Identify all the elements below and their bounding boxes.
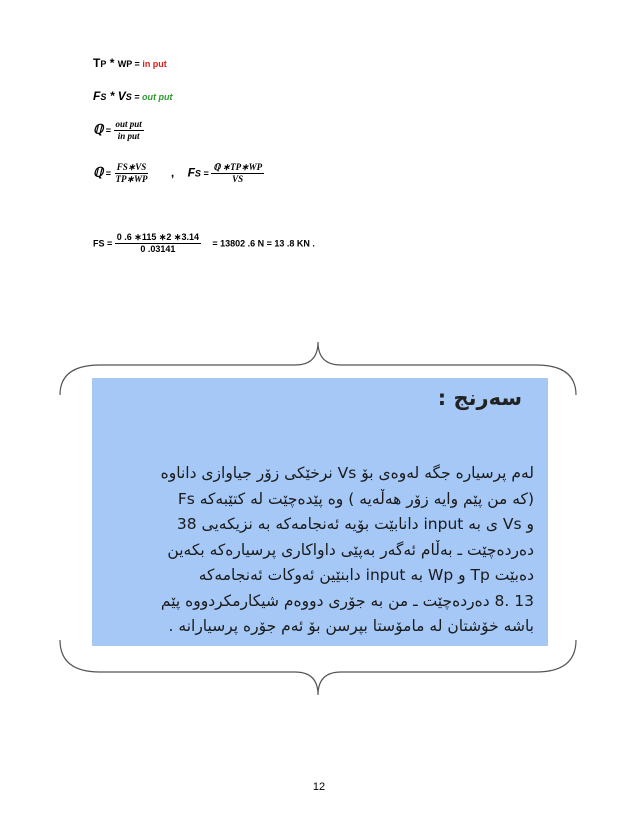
output-label: out put: [142, 92, 173, 102]
equation-efficiency-forces: ℚ = $\frac{FS∗VS}{TP∗WP}$ , FS = $\frac{\text{ℚ ∗TP∗WP}}{VS}$: [93, 162, 263, 184]
equation-fs-vs: FS * VS = out put: [93, 89, 173, 103]
note-line: دەردەچێت ـ بەڵام ئەگەر بەپێی داواکاری پرسیارەکە بکەین: [167, 540, 534, 559]
note-line: لەم پرسیارە جگە لەوەی بۆ Vs نرخێکی زۆر جیاوازی داناوە: [160, 464, 534, 482]
note-panel: [92, 378, 548, 646]
efficiency-force-fraction: $\frac{FS∗VS}{TP∗WP}$: [115, 162, 148, 184]
note-line: دەبێت Tp و Wp بە input دابنێین ئەوکات ئەنجامەکە: [198, 566, 534, 584]
input-label: in put: [142, 59, 167, 69]
note-line: و Vs ی بە input دانابێت بۆیە ئەنجامەکە بە نزیکەیی 38: [176, 515, 534, 533]
fs-result: = 13802 .6 N = 13 .8 KN .: [212, 238, 315, 249]
note-line: 13 .8 دەردەچێت ـ من بە جۆری دووەم شیکارمکردووە پێم: [160, 591, 534, 610]
page-number: 12: [312, 781, 326, 793]
efficiency-fraction: $\frac{\text{out put}}{\text{in put}}$: [115, 119, 142, 141]
equation-fs-result: FS = $\frac{0 .6 ∗115 ∗2 ∗3.14}{0 .03141}$ = 13802 .6 N = 13 .8 KN .: [93, 232, 315, 254]
equation-tp-wp: TP * WP = in put: [93, 56, 167, 70]
equation-efficiency: ℚ = $\frac{\text{out put}}{\text{in put}}$: [93, 119, 142, 141]
note-heading: سەرنج :: [437, 386, 522, 410]
fs-numeric-fraction: $\frac{0 .6 ∗115 ∗2 ∗3.14}{0 .03141}$: [116, 232, 199, 254]
bottom-brace: [60, 640, 576, 695]
note-paragraph: [104, 461, 534, 640]
fs-fraction: $\frac{\text{ℚ ∗TP∗WP}}{VS}$: [213, 162, 263, 184]
note-line: (کە من پێم وایە زۆر هەڵەیە ) وە پێدەچێت لە کتێبەکە Fs: [177, 489, 534, 508]
note-line: باشە خۆشتان لە مامۆستا بپرسن بۆ ئەم جۆرە پرسیارانە .: [168, 617, 534, 635]
